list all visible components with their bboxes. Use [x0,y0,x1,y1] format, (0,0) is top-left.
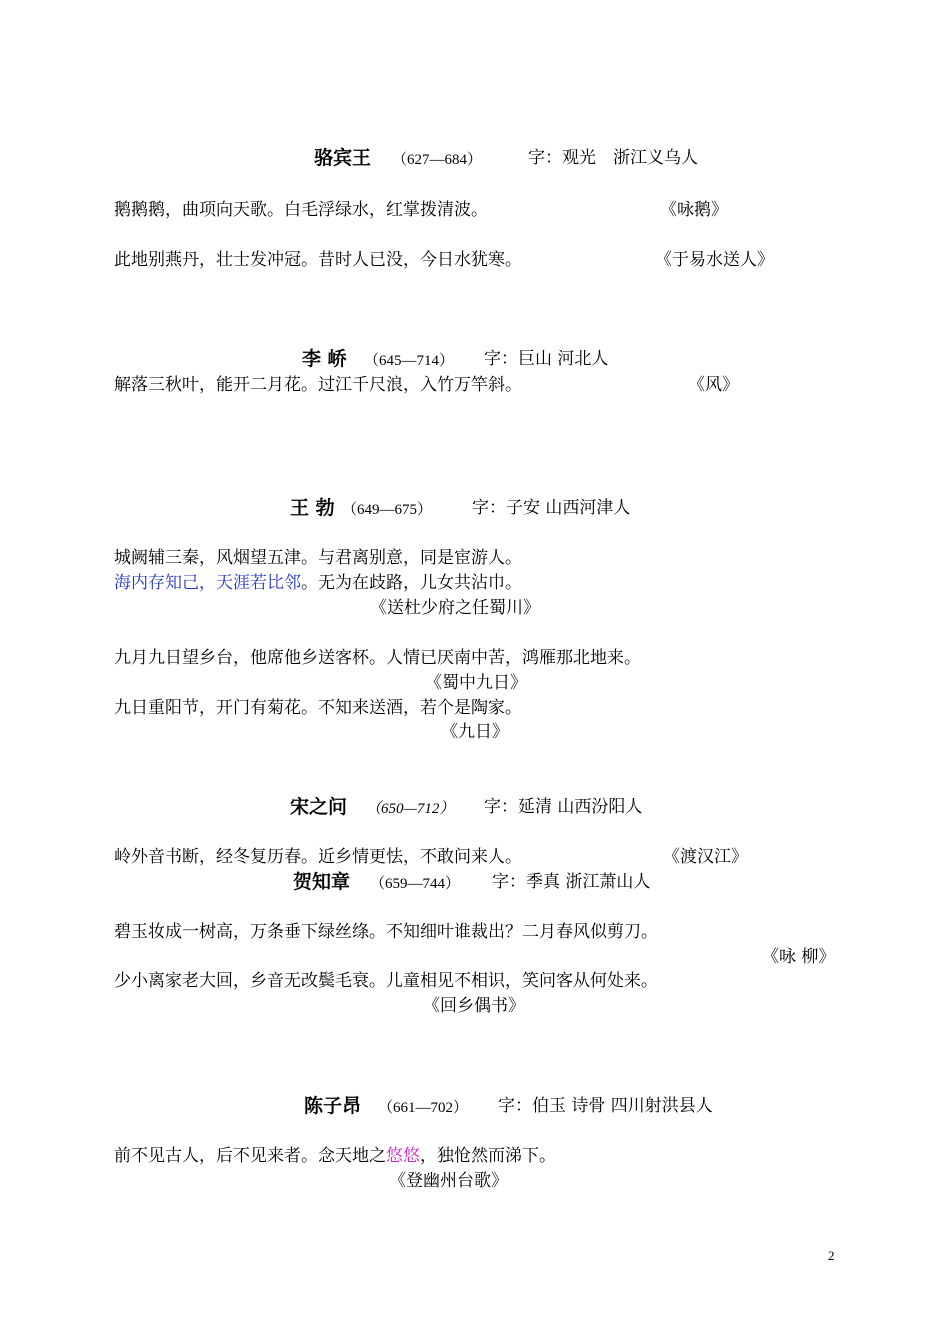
poem-title: 《咏 柳》 [762,947,836,967]
poem-title: 《渡汉江》 [663,847,748,867]
poet-name: 骆宾王 [314,147,372,169]
poem-text: 此地别燕丹，壮士发冲冠。昔时人已没，今日水犹寒。 [114,250,522,270]
poet-info: 字：季真 浙江萧山人 [492,872,651,892]
poem-text [114,572,522,594]
poem-title: 《咏鹅》 [660,200,728,220]
poet-info: 字：伯玉 诗骨 四川射洪县人 [498,1096,713,1116]
poet-years: （661—702） [378,1100,469,1116]
page-number: 2 [828,1248,835,1263]
poet-name: 陈子昂 [304,1095,362,1117]
poem-text-rest: 。无为在歧路，儿女共沾巾。 [301,573,522,593]
poet-info: 字：巨山 河北人 [484,349,609,369]
poet-name: 宋之问 [290,796,348,818]
poem-text: 岭外音书断，经冬复历春。近乡情更怯，不敢问来人。 [114,847,522,867]
poet-years: （645—714） [364,353,455,369]
poet-years: （659—744） [370,876,461,892]
poem-title: 《蜀中九日》 [425,673,527,693]
poem-title: 《于易水送人》 [655,250,774,270]
poet-info: 字：子安 山西河津人 [472,498,631,518]
poet-name: 李 峤 [302,348,347,370]
poem-title: 《送杜少府之任蜀川》 [370,598,540,618]
poem-text: 城阙辅三秦，风烟望五津。与君离别意，同是宦游人。 [114,548,522,568]
poem-text: 九月九日望乡台，他席他乡送客杯。人情已厌南中苦，鸿雁那北地来。 [114,648,641,668]
poem-title: 《登幽州台歌》 [389,1171,508,1191]
poem-text: 解落三秋叶，能开二月花。过江千尺浪，入竹万竿斜。 [114,375,522,395]
highlighted-text: 海内存知己，天涯若比邻 [114,573,301,593]
poet-years: （627—684） [392,152,483,168]
poem-title: 《回乡偶书》 [423,996,525,1016]
poem-title: 《风》 [688,375,739,395]
poem-text: 少小离家老大回，乡音无改鬓毛衰。儿童相见不相识，笑问客从何处来。 [114,971,658,991]
poet-info: 字：观光 浙江义乌人 [528,148,698,168]
poem-text-after: ，独怆然而涕下。 [420,1146,556,1166]
poem-text: 九日重阳节，开门有菊花。不知来送酒，若个是陶家。 [114,698,522,718]
poet-name: 王 勃 [290,497,335,519]
poem-text [114,1145,556,1167]
highlighted-text: 悠悠 [386,1146,420,1166]
poem-title: 《九日》 [441,722,509,742]
poet-info: 字：延清 山西汾阳人 [484,797,643,817]
poet-years: （650—712） [366,801,455,817]
poem-text: 鹅鹅鹅，曲项向天歌。白毛浮绿水，红掌拨清波。 [114,200,488,220]
poem-text: 碧玉妆成一树高，万条垂下绿丝绦。不知细叶谁裁出？二月春风似剪刀。 [114,922,658,942]
poet-years: （649—675） [342,502,433,518]
poet-name: 贺知章 [293,871,351,893]
poem-text-before: 前不见古人，后不见来者。念天地之 [114,1146,386,1166]
